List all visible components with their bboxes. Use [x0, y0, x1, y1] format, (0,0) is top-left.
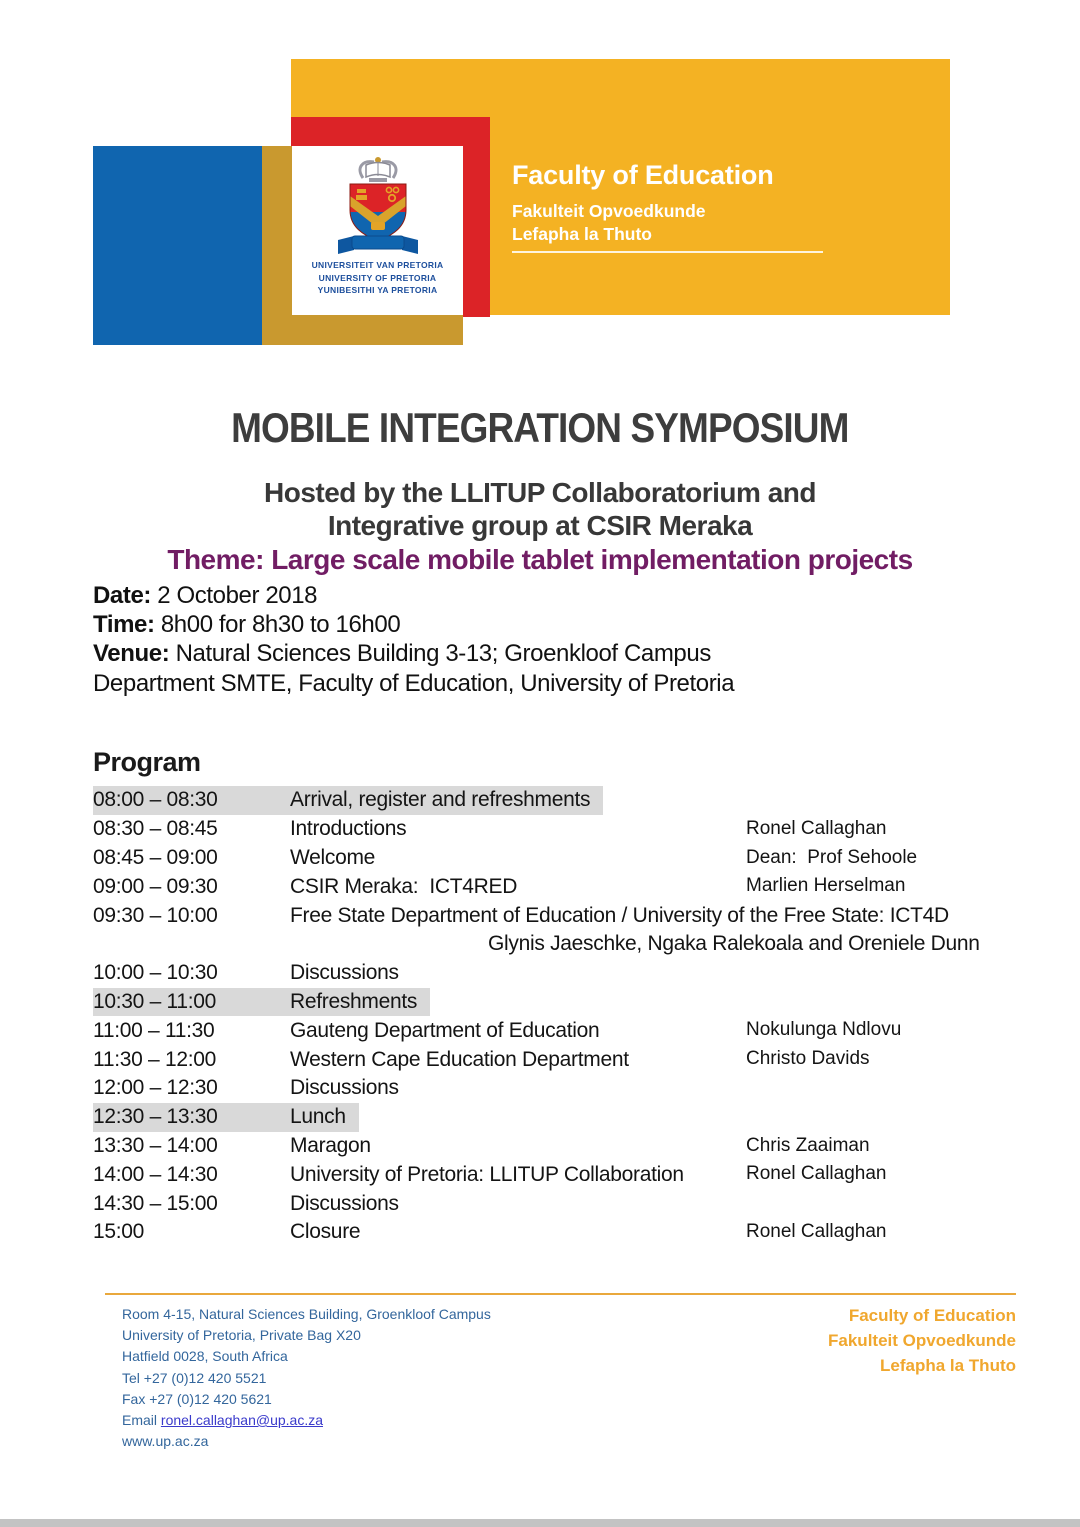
program-time: 12:00 – 12:30 [93, 1076, 218, 1100]
program-row [93, 786, 1033, 815]
program-time: 11:00 – 11:30 [93, 1018, 215, 1042]
footer-address-line: Fax +27 (0)12 420 5621 [122, 1390, 272, 1407]
footer-contact-block [122, 1304, 491, 1452]
program-presenter: Dean: Prof Sehoole [746, 846, 918, 868]
detail-line [93, 639, 734, 668]
program-row-band [93, 786, 603, 815]
footer-faculty-line: Faculty of Education [848, 1306, 1016, 1325]
document-subtitle [0, 476, 1080, 542]
program-row [93, 815, 1033, 844]
footer-address-line: Room 4-15, Natural Sciences Building, Groenkloof Campus [122, 1306, 491, 1322]
university-crest-icon [330, 156, 426, 258]
program-row [93, 901, 1033, 930]
footer-gold-divider [105, 1293, 1016, 1295]
program-item: Glynis Jaeschke, Ngaka Ralekoala and Oreniele Dunn [488, 932, 980, 956]
program-row-band [93, 901, 949, 930]
program-time: 08:00 – 08:30 [93, 788, 218, 812]
faculty-subtitle-sepedi: Lefapha la Thuto [512, 224, 652, 244]
program-presenter: Ronel Callaghan [746, 1163, 887, 1185]
crest-text-line1: UNIVERSITEIT VAN PRETORIA [311, 260, 444, 270]
program-row [93, 959, 1033, 988]
detail-line [93, 581, 734, 610]
program-row-band [93, 1045, 629, 1074]
program-item: Lunch [290, 1105, 346, 1129]
document-title: MOBILE INTEGRATION SYMPOSIUM [231, 404, 849, 451]
program-row-band [93, 930, 980, 959]
crest-text-line2: UNIVERSITY OF PRETORIA [318, 272, 437, 283]
program-heading: Program [93, 747, 201, 777]
program-row [93, 1189, 1033, 1218]
program-row-band [93, 1132, 371, 1161]
program-row-band [93, 1016, 599, 1045]
program-row-band [93, 1160, 684, 1189]
detail-text: Department SMTE, Faculty of Education, University of Pretoria [93, 669, 735, 697]
program-item: Introductions [290, 817, 407, 841]
detail-text: 2 October 2018 [151, 582, 318, 609]
footer-website: www.up.ac.za [122, 1433, 209, 1450]
header-blue-block [93, 146, 262, 345]
program-row [93, 930, 1033, 959]
theme-line: Theme: Large scale mobile tablet implementation projects [167, 544, 913, 575]
faculty-title: Faculty of Education [512, 160, 774, 190]
detail-label: Venue: [93, 640, 170, 668]
program-row [93, 1103, 1033, 1132]
program-item: Arrival, register and refreshments [290, 788, 591, 812]
program-time: 12:30 – 13:30 [93, 1105, 218, 1129]
detail-line [93, 669, 734, 698]
program-row [93, 1016, 1033, 1045]
faculty-banner-divider [512, 251, 823, 253]
program-presenter: Ronel Callaghan [746, 817, 887, 839]
program-item: Gauteng Department of Education [290, 1018, 600, 1042]
program-row [93, 988, 1033, 1017]
program-row-band [93, 988, 430, 1017]
footer-email-link[interactable]: ronel.callaghan@up.ac.za [160, 1412, 323, 1429]
program-time: 14:30 – 15:00 [93, 1191, 218, 1215]
program-item: Western Cape Education Department [290, 1047, 629, 1071]
program-time: 14:00 – 14:30 [93, 1162, 218, 1186]
event-details [93, 581, 734, 698]
program-item: Discussions [290, 1076, 399, 1100]
program-time: 09:30 – 10:00 [93, 903, 218, 927]
program-presenter: Marlien Herselman [746, 875, 906, 897]
detail-text: Natural Sciences Building 3-13; Groenkloof Campus [169, 640, 711, 668]
program-presenter: Chris Zaaiman [746, 1134, 870, 1156]
program-row [93, 1074, 1033, 1103]
program-row [93, 872, 1033, 901]
program-row-band [93, 844, 375, 873]
program-row [93, 1160, 1033, 1189]
program-item: Closure [290, 1220, 361, 1244]
program-time: 10:30 – 11:00 [93, 989, 216, 1013]
university-logo-box [292, 146, 463, 315]
program-time: 08:30 – 08:45 [93, 817, 218, 841]
program-item: Discussions [290, 961, 399, 985]
program-presenter: Christo Davids [746, 1048, 870, 1070]
footer-email-label: Email [122, 1412, 161, 1429]
program-table [93, 786, 1033, 1247]
program-presenter: Nokulunga Ndlovu [746, 1019, 902, 1041]
footer-address-line: University of Pretoria, Private Bag X20 [122, 1327, 361, 1344]
program-row [93, 844, 1033, 873]
footer-faculty-line: Lefapha la Thuto [880, 1356, 1016, 1375]
program-row-band [93, 1189, 399, 1218]
program-presenter: Ronel Callaghan [746, 1220, 887, 1242]
footer-address-line: Hatfield 0028, South Africa [122, 1348, 288, 1365]
program-item: CSIR Meraka: ICT4RED [290, 874, 518, 898]
program-row [93, 1045, 1033, 1074]
program-item: Refreshments [290, 989, 418, 1013]
program-row-band [93, 815, 406, 844]
program-time: 09:00 – 09:30 [93, 874, 218, 898]
program-item: University of Pretoria: LLITUP Collaboration [290, 1162, 684, 1186]
program-item: Welcome [290, 845, 376, 869]
detail-label: Time: [93, 611, 155, 639]
program-row-band [93, 1103, 359, 1132]
program-item: Discussions [290, 1191, 399, 1215]
faculty-subtitle-afrikaans: Fakulteit Opvoedkunde [512, 201, 706, 221]
footer-address-line: Tel +27 (0)12 420 5521 [122, 1369, 267, 1386]
detail-text: 8h00 for 8h30 to 16h00 [154, 611, 401, 639]
program-row-band [93, 872, 517, 901]
program-time: 11:30 – 12:00 [93, 1047, 216, 1071]
program-row [93, 1218, 1033, 1247]
program-time: 15:00 [93, 1220, 145, 1244]
crest-text-line3: YUNIBESITHI YA PRETORIA [317, 285, 438, 295]
faculty-banner [512, 160, 774, 246]
subtitle-line2: Integrative group at CSIR Meraka [327, 510, 753, 541]
program-item: Maragon [290, 1133, 371, 1157]
detail-label: Date: [93, 582, 152, 609]
subtitle-line1: Hosted by the LLITUP Collaboratorium and [264, 477, 816, 508]
footer-faculty-block [828, 1303, 1016, 1378]
viewer-bottom-edge [0, 1519, 1080, 1527]
program-row [93, 1132, 1033, 1161]
detail-line [93, 610, 734, 639]
program-time: 10:00 – 10:30 [93, 961, 218, 985]
program-row-band [93, 959, 399, 988]
program-time: 13:30 – 14:00 [93, 1133, 218, 1157]
program-time: 08:45 – 09:00 [93, 845, 218, 869]
program-item: Free State Department of Education / University of the Free State: ICT4D [290, 903, 949, 927]
footer-email-line [122, 1410, 491, 1431]
footer-faculty-line: Fakulteit Opvoedkunde [828, 1331, 1016, 1350]
program-row-band [93, 1074, 399, 1103]
program-row-band [93, 1218, 360, 1247]
